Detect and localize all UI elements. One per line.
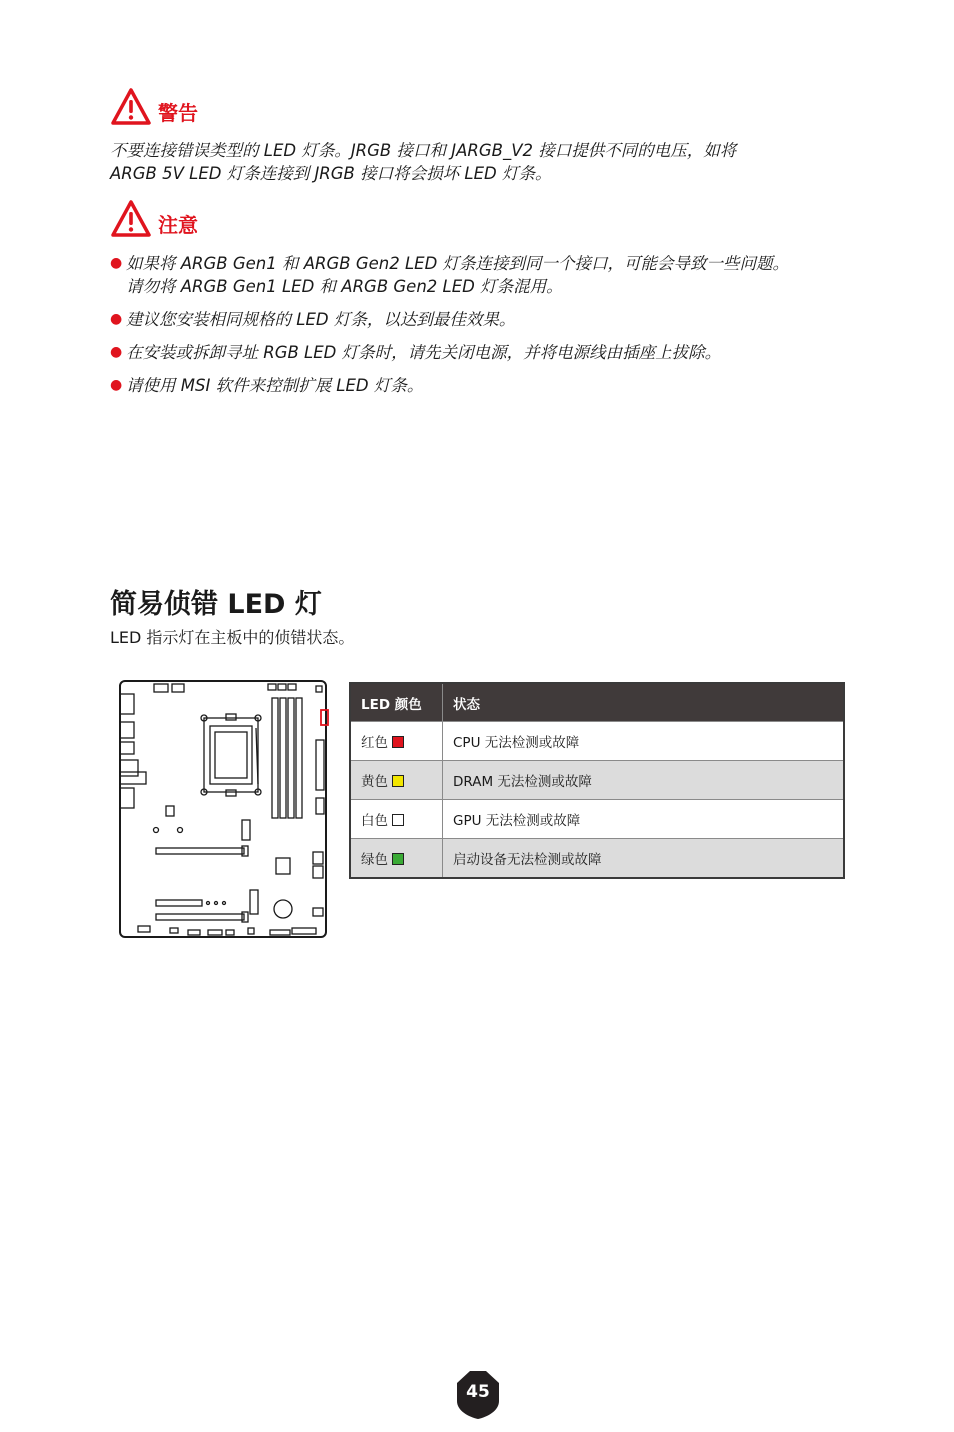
led-status-table bbox=[349, 682, 845, 879]
warning-triangle-icon bbox=[110, 87, 152, 127]
caution-list bbox=[110, 252, 870, 397]
bullet-icon: ● bbox=[110, 255, 123, 271]
section-subtitle: LED 指示灯在主板中的侦错状态。 bbox=[110, 628, 355, 647]
table-row bbox=[350, 761, 844, 800]
section-title: 简易侦错 LED 灯 bbox=[110, 589, 322, 620]
white-swatch-icon bbox=[392, 814, 404, 826]
motherboard-diagram bbox=[116, 678, 330, 942]
table-row bbox=[350, 839, 844, 879]
bullet-icon: ● bbox=[110, 377, 123, 393]
caution-label: 注意 bbox=[158, 213, 198, 237]
led-color-cell bbox=[350, 839, 443, 879]
table-row bbox=[350, 722, 844, 761]
status-cell: GPU 无法检测或故障 bbox=[443, 800, 845, 839]
list-item-text: 请使用 MSI 软件来控制扩展 LED 灯条。 bbox=[126, 376, 424, 395]
yellow-swatch-icon bbox=[392, 775, 404, 787]
bullet-icon: ● bbox=[110, 344, 123, 360]
column-header-led-color: LED 颜色 bbox=[350, 683, 443, 722]
warning-triangle-icon bbox=[110, 199, 152, 239]
led-color-cell bbox=[350, 722, 443, 761]
led-color-cell bbox=[350, 800, 443, 839]
led-color-name: 红色 bbox=[361, 735, 388, 751]
bullet-icon: ● bbox=[110, 311, 123, 327]
warning-text bbox=[110, 139, 736, 185]
green-swatch-icon bbox=[392, 853, 404, 865]
list-item-text: 如果将 ARGB Gen1 和 ARGB Gen2 LED 灯条连接到同一个接口，可能会导致一些问题。 bbox=[126, 254, 790, 273]
led-color-name: 黄色 bbox=[361, 774, 388, 790]
list-item-text: 建议您安装相同规格的 LED 灯条，以达到最佳效果。 bbox=[126, 310, 516, 329]
warning-line: 不要连接错误类型的 LED 灯条。JRGB 接口和 JARGB_V2 接口提供不同的电压，如将 bbox=[110, 141, 737, 160]
warning-header bbox=[110, 87, 198, 127]
caution-header bbox=[110, 199, 198, 239]
warning-line: ARGB 5V LED 灯条连接到 JRGB 接口将会损坏 LED 灯条。 bbox=[110, 164, 552, 183]
led-color-name: 白色 bbox=[361, 813, 388, 829]
table-header-row bbox=[350, 683, 844, 722]
status-cell: DRAM 无法检测或故障 bbox=[443, 761, 845, 800]
column-header-status: 状态 bbox=[443, 683, 845, 722]
warning-label: 警告 bbox=[158, 101, 198, 125]
list-item-text: 在安装或拆卸寻址 RGB LED 灯条时，请先关闭电源，并将电源线由插座上拔除。 bbox=[126, 343, 722, 362]
status-cell: 启动设备无法检测或故障 bbox=[443, 839, 845, 879]
status-cell: CPU 无法检测或故障 bbox=[443, 722, 845, 761]
page-number: 45 bbox=[466, 1382, 490, 1402]
table-row bbox=[350, 800, 844, 839]
list-item-text: 请勿将 ARGB Gen1 LED 和 ARGB Gen2 LED 灯条混用。 bbox=[126, 277, 563, 296]
list-item bbox=[110, 308, 870, 331]
red-swatch-icon bbox=[392, 736, 404, 748]
list-item bbox=[110, 374, 870, 397]
list-item bbox=[110, 252, 870, 298]
led-color-cell bbox=[350, 761, 443, 800]
led-color-name: 绿色 bbox=[361, 852, 388, 868]
list-item bbox=[110, 341, 870, 364]
